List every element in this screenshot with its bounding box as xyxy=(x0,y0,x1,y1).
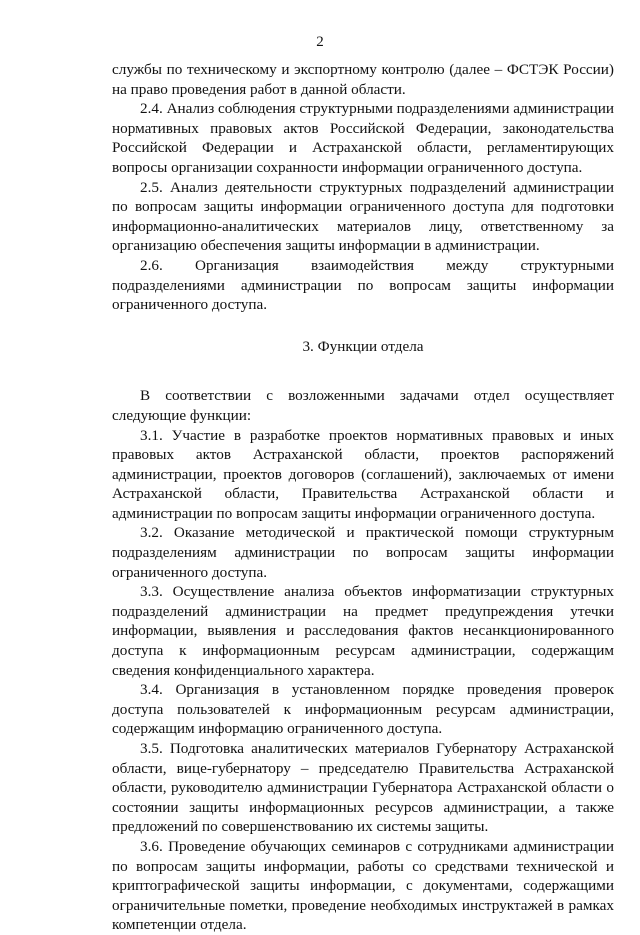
page-number: 2 xyxy=(316,34,324,50)
paragraph-2-6: 2.6. Организация взаимодействия между структурными подразделениями администрации по вопросам защиты информации ограниченного доступа. xyxy=(112,256,614,314)
paragraph-continuation: службы по техническому и экспортному контролю (далее – ФСТЭК России) на право проведения работ в данной области. xyxy=(112,61,614,98)
paragraph-3-5: 3.5. Подготовка аналитических материалов Губернатору Астраханской области, вице-губернатору – председателю Правительства Астраханской области, руководителю администрации Губернатора Астраханской области о состоянии защиты информационных ресурсов администрации, а также предложений по совершенствованию их системы защиты. xyxy=(112,740,614,836)
paragraph-intro: В соответствии с возложенными задачами отдел осуществляет следующие функции: xyxy=(112,387,614,424)
paragraph-3-4: 3.4. Организация в установленном порядке проведения проверок доступа пользователей к информационным ресурсам администрации, содержащим информацию ограниченного доступа. xyxy=(112,681,614,738)
paragraph-3-2: 3.2. Оказание методической и практической помощи структурным подразделениям администрации по вопросам защиты информации ограниченного доступа. xyxy=(112,524,614,581)
document-body xyxy=(112,60,614,935)
paragraph-3-6: 3.6. Проведение обучающих семинаров с сотрудниками администрации по вопросам защиты информации, работы со средствами технической и криптографической защиты информации, с документами, содержащими ограничительные пометки, проведение необходимых инструктажей в рамках компетенции отдела. xyxy=(112,837,614,934)
section-heading-3: 3. Функции отдела xyxy=(302,337,424,355)
paragraph-2-5: 2.5. Анализ деятельности структурных подразделений администрации по вопросам защиты информации ограниченного доступа для подготовки информационно-аналитических материалов лицу, ответственному за организацию обеспечения защиты информации в администрации. xyxy=(112,178,614,255)
paragraph-3-3: 3.3. Осуществление анализа объектов информатизации структурных подразделений администрации на предмет предупреждения утечки информации, выявления и расследования фактов несанкционированного доступа к информационным ресурсам администрации, содержащим сведения конфиденциального характера. xyxy=(112,583,614,679)
paragraph-3-1: 3.1. Участие в разработке проектов нормативных правовых и иных правовых актов Астраханской области, проектов распоряжений администрации, проектов договоров (соглашений), заключаемых от имени Астраханской области, Правительства Астраханской области и администрации по вопросам защиты информации ограниченного доступа. xyxy=(112,426,614,522)
paragraph-2-4: 2.4. Анализ соблюдения структурными подразделениями администрации нормативных правовых актов Российской Федерации, законодательства Российской Федерации и Астраханской области, регламентирующих вопросы организации сохранности информации ограниченного доступа. xyxy=(112,100,614,176)
